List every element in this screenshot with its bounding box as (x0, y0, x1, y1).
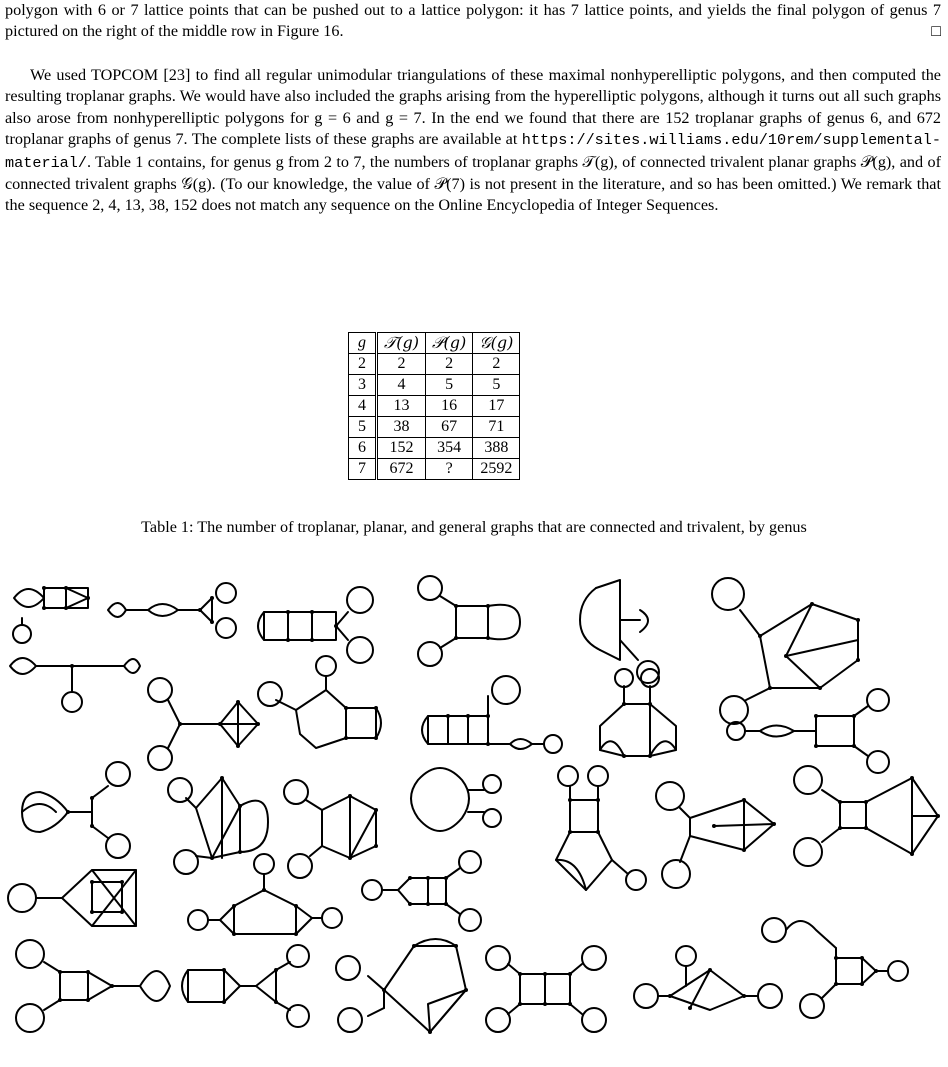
table-header-general: 𝒢(g) (473, 333, 520, 354)
table-cell: 71 (473, 417, 520, 438)
paragraph-results (5, 65, 941, 217)
graph-16 (411, 768, 501, 831)
table-caption: Table 1: The number of troplanar, planar, and general graphs that are connected and trivalent, by genus (141, 518, 807, 536)
genus-count-table (348, 332, 520, 480)
paragraph2-part1: We used TOPCOM [23] to find all regular unimodular triangulations of these maximal nonhyperelliptic polygons, and then computed the resulting troplanar graphs. We would have also included the graphs arising from the hyperelliptic polygons, although it turns out all such graphs also arose from nonhyperelliptic polygons for g = 6 and g = 7. In the end we found that there are 152 troplanar graphs of genus 6, and 672 troplanar graphs of genus 7. The complete lists of these graphs are available at (5, 66, 941, 149)
table-cell: 38 (377, 417, 426, 438)
table-cell: 2 (349, 354, 377, 375)
graph-20 (8, 870, 136, 926)
table-cell: 5 (473, 375, 520, 396)
table-cell: 2 (377, 354, 426, 375)
table-row (349, 354, 520, 375)
paragraph1-text: polygon with 6 or 7 lattice points that can be pushed out to a lattice polygon: it has 7 lattice points, and yields the final polygon of genus 7 pictured on the right of the middle row in Figure 16. (5, 1, 941, 41)
graph-6 (712, 578, 858, 724)
table-header-row (349, 333, 520, 354)
graph-8 (148, 678, 258, 770)
table-cell: 13 (377, 396, 426, 417)
table-cell: 5 (349, 417, 377, 438)
graph-7 (10, 658, 140, 712)
table-cell: 67 (425, 417, 472, 438)
table-cell: 4 (377, 375, 426, 396)
table-cell: ? (425, 459, 472, 480)
qed-symbol: □ (931, 22, 941, 41)
graph-3 (258, 587, 373, 663)
paragraph2-part2: . Table 1 contains, for genus g from 2 to 7, the numbers of troplanar graphs 𝒯(g), of connected trivalent planar graphs 𝒫(g), and of connected trivalent graphs 𝒢(g). (To our knowledge, the value of 𝒫(7) is not present in the literature, and so has been omitted.) We remark that the sequence 2, 4, 13, 38, 152 does not match any sequence on the Online Encyclopedia of Integer Sequences. (5, 152, 941, 215)
graph-28 (762, 918, 908, 1018)
table-cell: 3 (349, 375, 377, 396)
table-cell: 5 (425, 375, 472, 396)
graph-1 (13, 588, 88, 643)
table-cell: 152 (377, 438, 426, 459)
graph-13 (22, 762, 130, 858)
table-row (349, 417, 520, 438)
supplemental-url[interactable]: https://sites.williams.edu/10rem/supplemental-material/ (5, 131, 942, 172)
graph-14 (168, 778, 268, 874)
table-cell: 4 (349, 396, 377, 417)
table-header-planar: 𝒫(g) (425, 333, 472, 354)
graph-2 (108, 583, 236, 638)
graph-11 (600, 669, 676, 756)
table-cell: 2 (425, 354, 472, 375)
table-cell: 16 (425, 396, 472, 417)
graph-12 (727, 689, 889, 773)
table-header-troplanar: 𝒯(g) (377, 333, 426, 354)
graph-15 (284, 780, 376, 878)
table-cell: 354 (425, 438, 472, 459)
table-cell: 388 (473, 438, 520, 459)
table-cell: 2 (473, 354, 520, 375)
graph-25 (336, 939, 466, 1032)
graph-18 (656, 782, 774, 888)
troplanar-graphs-figure (0, 540, 948, 1067)
graph-19 (794, 766, 938, 866)
graph-21 (188, 854, 342, 934)
graph-10 (422, 676, 562, 753)
table-cell: 6 (349, 438, 377, 459)
graph-17 (556, 766, 646, 890)
graph-22 (362, 851, 481, 931)
paragraph-continued (5, 0, 941, 43)
table-cell: 672 (377, 459, 426, 480)
table-row (349, 375, 520, 396)
graph-23 (16, 940, 170, 1032)
table-row (349, 438, 520, 459)
graph-4 (418, 576, 520, 666)
graph-26 (486, 946, 606, 1032)
table-row (349, 396, 520, 417)
graph-9 (258, 656, 381, 748)
table-cell: 7 (349, 459, 377, 480)
table-row (349, 459, 520, 480)
graph-5 (580, 580, 659, 683)
table-cell: 17 (473, 396, 520, 417)
table-cell: 2592 (473, 459, 520, 480)
table-header-g: g (349, 333, 377, 354)
graph-24 (182, 945, 309, 1027)
graph-27 (634, 946, 782, 1010)
counts-table (348, 332, 520, 480)
